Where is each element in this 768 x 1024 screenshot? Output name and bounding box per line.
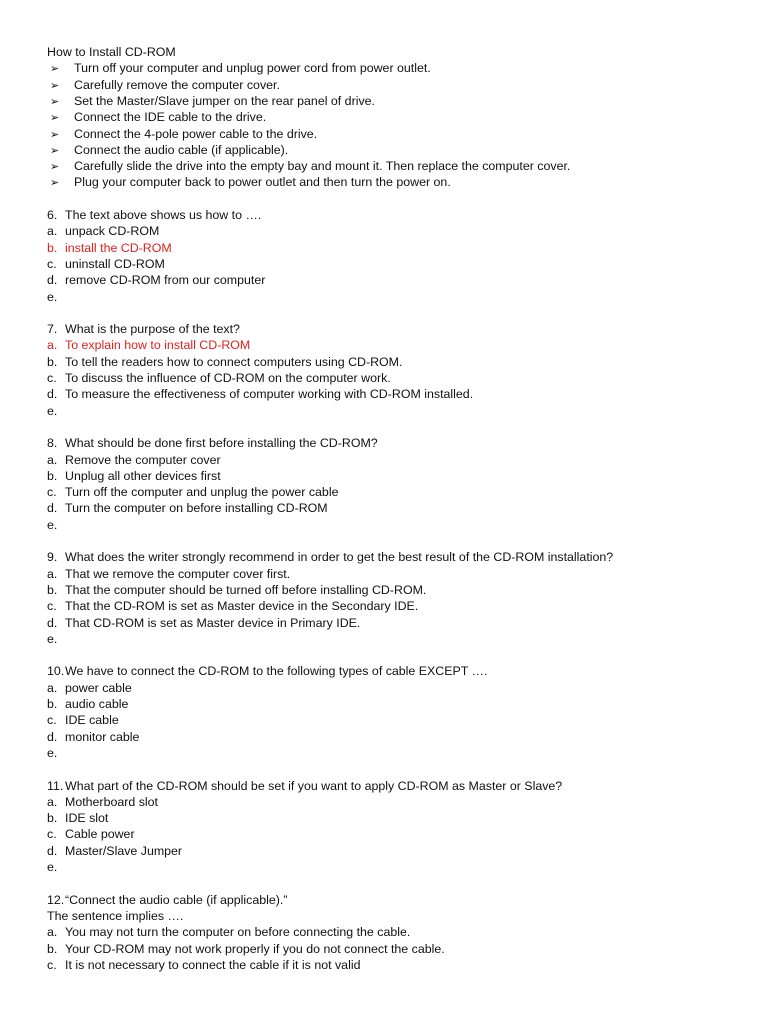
bullet-arrow-icon: ➢: [50, 128, 60, 141]
option-label: c.: [47, 371, 57, 385]
option-label: c.: [47, 713, 57, 728]
option-label: b.: [47, 468, 58, 483]
option-label: d.: [47, 387, 58, 402]
question-text: What part of the CD-ROM should be set if you want to apply CD-ROM as Master or Slave?: [65, 778, 563, 793]
question-stem: [47, 549, 613, 565]
question-stem: [47, 207, 261, 223]
question-stem: [47, 435, 378, 451]
option-label: d.: [47, 843, 58, 858]
question-number: 10.: [47, 664, 65, 679]
answer-option: [47, 843, 182, 859]
option-text: install the CD-ROM: [65, 240, 172, 255]
question-number: 9.: [47, 550, 58, 565]
answer-option: [47, 500, 328, 516]
answer-option: [47, 256, 165, 272]
option-text: You may not turn the computer on before connecting the cable.: [65, 925, 411, 940]
doc-title: How to Install CD-ROM: [47, 45, 176, 59]
answer-option: [47, 924, 410, 940]
option-label: e.: [47, 745, 58, 760]
option-text: Turn the computer on before installing CD-ROM: [65, 501, 328, 516]
answer-option: [47, 468, 221, 484]
answer-option: [47, 452, 221, 468]
option-text: To explain how to install CD-ROM: [65, 338, 251, 353]
step-text: Connect the IDE cable to the drive.: [74, 110, 267, 125]
option-label: a.: [47, 338, 58, 353]
answer-option: [47, 696, 128, 712]
question-number: 7.: [47, 322, 58, 337]
option-label: a.: [47, 452, 58, 467]
answer-option: [47, 957, 360, 973]
question-text: The text above shows us how to ….: [65, 208, 262, 222]
option-text: Remove the computer cover: [65, 452, 221, 467]
bullet-arrow-icon: ➢: [50, 144, 60, 157]
answer-option: [47, 745, 65, 761]
option-text: To discuss the influence of CD-ROM on the computer work.: [65, 371, 391, 385]
option-label: b.: [47, 811, 58, 826]
question-number: 6.: [47, 208, 58, 222]
answer-option: [47, 386, 473, 402]
bullet-arrow-icon: ➢: [50, 79, 60, 92]
answer-option: [47, 272, 265, 288]
bullet-arrow-icon: ➢: [50, 161, 60, 174]
option-label: e.: [47, 403, 58, 418]
answer-option: [47, 337, 250, 353]
answer-option: [47, 712, 119, 728]
bullet-arrow-icon: ➢: [50, 177, 60, 190]
option-label: c.: [47, 485, 57, 500]
step-text: Carefully remove the computer cover.: [74, 77, 280, 92]
question-stem: [47, 321, 240, 337]
option-text: To measure the effectiveness of computer working with CD-ROM installed.: [65, 387, 474, 402]
option-text: That the computer should be turned off before installing CD-ROM.: [65, 582, 427, 597]
option-label: e.: [47, 517, 58, 532]
answer-option: [47, 680, 132, 696]
answer-option: [47, 582, 426, 598]
step-item: [50, 158, 570, 174]
answer-option: [47, 729, 139, 745]
option-label: a.: [47, 680, 58, 695]
answer-option: [47, 598, 418, 614]
option-text: Cable power: [65, 827, 135, 842]
option-text: To tell the readers how to connect computers using CD-ROM.: [65, 354, 403, 369]
option-label: a.: [47, 224, 58, 239]
answer-option: [47, 794, 158, 810]
option-text: IDE cable: [65, 713, 119, 728]
option-text: remove CD-ROM from our computer: [65, 273, 266, 288]
question-text: What is the purpose of the text?: [65, 322, 240, 337]
option-text: Turn off the computer and unplug the power cable: [65, 485, 339, 500]
step-item: [50, 142, 288, 158]
question-number: 12.: [47, 892, 65, 907]
option-label: d.: [47, 615, 58, 630]
option-label: b.: [47, 582, 58, 597]
answer-option: [47, 354, 402, 370]
option-text: uninstall CD-ROM: [65, 256, 165, 271]
answer-option: [47, 484, 338, 500]
step-text: Connect the audio cable (if applicable).: [74, 142, 289, 157]
step-text: Connect the 4-pole power cable to the drive.: [74, 126, 318, 141]
answer-option: [47, 566, 290, 582]
answer-option: [47, 240, 172, 256]
option-text: Your CD-ROM may not work properly if you do not connect the cable.: [65, 941, 445, 956]
step-text: Set the Master/Slave jumper on the rear panel of drive.: [74, 93, 375, 108]
bullet-arrow-icon: ➢: [50, 63, 60, 76]
step-item: [50, 60, 431, 76]
option-label: a.: [47, 925, 58, 940]
option-text: That we remove the computer cover first.: [65, 566, 291, 581]
option-label: d.: [47, 501, 58, 516]
question-subtext: The sentence implies ….: [47, 908, 184, 923]
option-label: a.: [47, 566, 58, 581]
step-item: [50, 109, 266, 125]
option-text: power cable: [65, 680, 132, 695]
answer-option: [47, 631, 65, 647]
option-text: That CD-ROM is set as Master device in Primary IDE.: [65, 615, 361, 630]
answer-option: [47, 223, 159, 239]
step-item: [50, 174, 451, 190]
option-label: b.: [47, 941, 58, 956]
option-text: unpack CD-ROM: [65, 224, 160, 239]
question-stem: [47, 778, 562, 794]
question-text: We have to connect the CD-ROM to the following types of cable EXCEPT ….: [65, 664, 488, 679]
question-text: What does the writer strongly recommend in order to get the best result of the CD-ROM installation?: [65, 550, 614, 565]
option-text: That the CD-ROM is set as Master device in the Secondary IDE.: [65, 599, 419, 614]
question-number: 11.: [47, 778, 64, 793]
question-number: 8.: [47, 436, 58, 451]
option-text: Unplug all other devices first: [65, 468, 221, 483]
answer-option: [47, 615, 360, 631]
step-text: Turn off your computer and unplug power cord from power outlet.: [74, 61, 431, 76]
option-label: a.: [47, 794, 58, 809]
step-item: [50, 93, 375, 109]
answer-option: [47, 859, 65, 875]
question-text: What should be done first before installing the CD-ROM?: [65, 436, 378, 451]
answer-option: [47, 941, 445, 957]
option-label: b.: [47, 354, 58, 369]
answer-option: [47, 810, 108, 826]
answer-option: [47, 403, 65, 419]
option-label: d.: [47, 273, 58, 288]
step-text: Plug your computer back to power outlet and then turn the power on.: [74, 175, 451, 190]
answer-option: [47, 517, 65, 533]
option-label: b.: [47, 697, 58, 711]
option-label: c.: [47, 827, 57, 842]
option-label: e.: [47, 860, 58, 874]
bullet-arrow-icon: ➢: [50, 112, 60, 125]
option-label: c.: [47, 256, 57, 271]
answer-option: [47, 370, 391, 386]
option-label: e.: [47, 631, 58, 646]
bullet-arrow-icon: ➢: [50, 95, 60, 108]
answer-option: [47, 826, 135, 842]
option-text: IDE slot: [65, 811, 109, 826]
step-text: Carefully slide the drive into the empty bay and mount it. Then replace the computer cover.: [74, 159, 571, 174]
option-text: Master/Slave Jumper: [65, 843, 183, 858]
question-stem: [47, 663, 487, 679]
option-label: d.: [47, 729, 58, 744]
option-text: audio cable: [65, 697, 129, 711]
step-item: [50, 77, 280, 93]
option-text: It is not necessary to connect the cable if it is not valid: [65, 957, 361, 972]
option-text: monitor cable: [65, 729, 140, 744]
option-label: c.: [47, 599, 57, 614]
option-label: e.: [47, 289, 58, 304]
step-item: [50, 126, 317, 142]
option-text: Motherboard slot: [65, 794, 158, 809]
question-stem: [47, 892, 287, 908]
answer-option: [47, 289, 65, 305]
option-label: c.: [47, 957, 57, 972]
question-text: “Connect the audio cable (if applicable).”: [65, 892, 288, 907]
option-label: b.: [47, 240, 58, 255]
